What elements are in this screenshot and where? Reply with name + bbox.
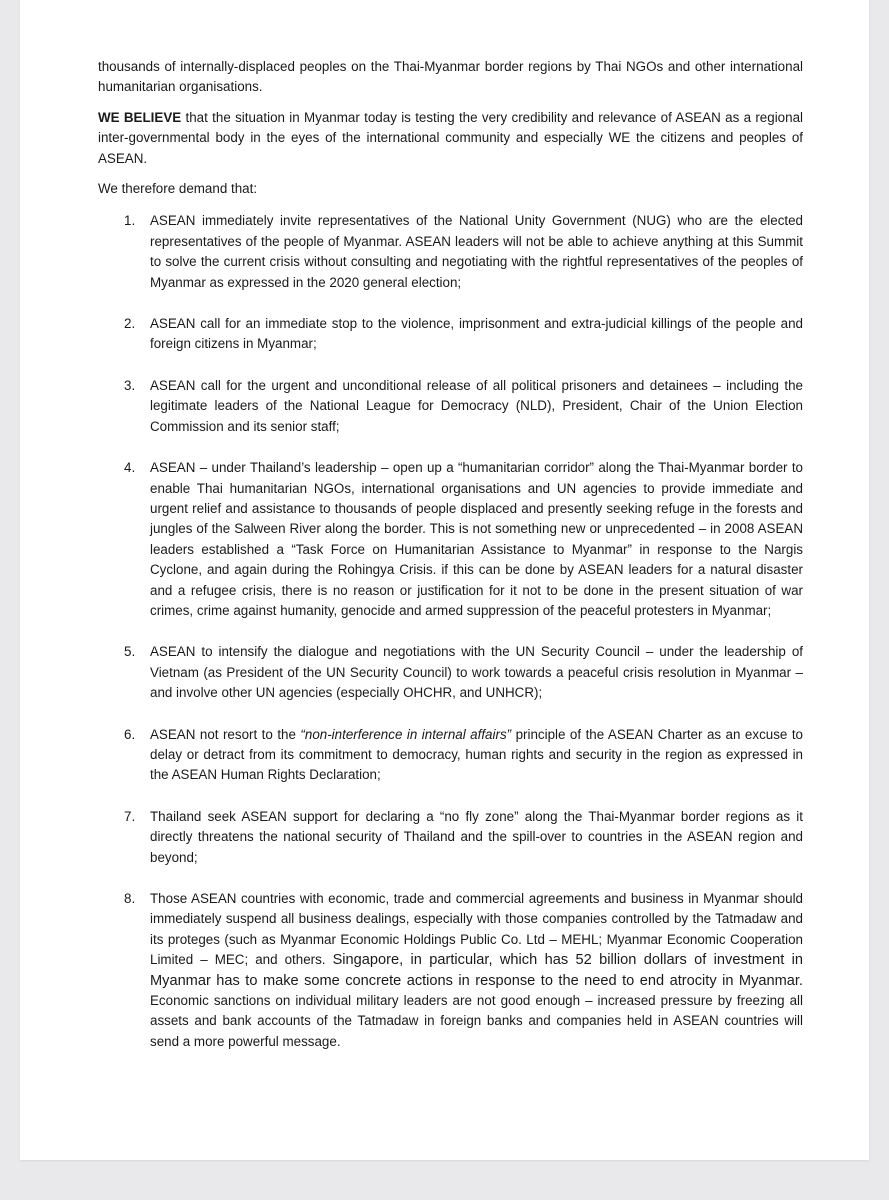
item-text: ASEAN to intensify the dialogue and negotiations with the UN Security Council – under the leadership of Vietnam (as President of the UN Security Council) to work towards a peaceful crisis resolution in Myanmar – and involve other UN agencies (especially OHCHR, and UNHCR);	[150, 644, 803, 701]
item-number: 4.	[124, 460, 136, 476]
demand-item-3	[98, 376, 803, 437]
intro-paragraph: thousands of internally-displaced peoples on the Thai-Myanmar border regions by Thai NGOs and other international humanitarian organisations.	[98, 59, 803, 95]
belief-lead: WE BELIEVE	[98, 109, 182, 125]
demand-item-4	[98, 458, 803, 621]
demand-item-6	[98, 725, 803, 786]
item-number: 8.	[124, 891, 136, 906]
item-text: ASEAN – under Thailand’s leadership – open up a “humanitarian corridor” along the Thai-Myanmar border to enable Thai humanitarian NGOs, international organisations and UN agencies to provide immediate and urgent relief and assistance to thousands of people displaced and presently seeking refuge in the forests and jungles of the Salween River along the border. This is not something new or unprecedented – in 2008 ASEAN leaders established a “Task Force on Humanitarian Assistance to Myanmar” in response to the Nargis Cyclone, and again during the Rohingya Crisis. if this can be done by ASEAN leaders for a natural disaster and a refugee crisis, there is no reason or justification for it not to be done in the present situation of war crimes, crime against humanity, genocide and armed suppression of the peaceful protesters in Myanmar;	[150, 460, 803, 618]
item-text-a: Those ASEAN countries with economic, trade and commercial agreements and business in Myanmar should immediately suspend all business dealings, especially with those companies controlled by the Tatmadaw and its proteges (such as Myanmar Economic Holdings Public Co. Ltd – MEHL; Myanmar Economic Cooperation Limited – MEC; and others.	[150, 891, 803, 968]
belief-text: that the situation in Myanmar today is testing the very credibility and relevance of ASEAN as a regional inter-governmental body in the eyes of the international community and especially WE the citizens and peoples of ASEAN.	[98, 109, 803, 166]
document-body	[98, 57, 803, 1052]
item-number: 1.	[124, 213, 136, 229]
demand-item-2	[98, 314, 803, 355]
demand-item-7	[98, 807, 803, 868]
document-page	[20, 0, 869, 1160]
item-text: ASEAN call for an immediate stop to the violence, imprisonment and extra-judicial killings of the people and foreign citizens in Myanmar;	[150, 316, 803, 352]
item-text-b: Singapore, in particular, which has 52 billion dollars of investment in Myanmar has to make some concrete actions in response to the need to end atrocity in Myanmar.	[150, 952, 803, 989]
demand-list	[98, 211, 803, 1052]
demand-item-1	[98, 211, 803, 293]
item-text-c: Economic sanctions on individual military leaders are not good enough – increased pressure by freezing all assets and bank accounts of the Tatmadaw in foreign banks and companies held in ASEAN countries will send a more powerful message.	[150, 993, 803, 1049]
item-number: 6.	[124, 726, 136, 742]
item-number: 3.	[124, 377, 136, 393]
demand-intro: We therefore demand that:	[98, 181, 258, 197]
item-text: ASEAN immediately invite representatives of the National Unity Government (NUG) who are the elected representatives of the people of Myanmar. ASEAN leaders will not be able to achieve anything at this Summit to solve the current crisis without consulting and negotiating with the rightful representatives of the peoples of Myanmar as expressed in the 2020 general election;	[150, 213, 803, 290]
item-number: 5.	[124, 644, 136, 660]
item-text: Thailand seek ASEAN support for declaring a “no fly zone” along the Thai-Myanmar border regions as it directly threatens the national security of Thailand and the spill-over to countries in the ASEAN region and beyond;	[150, 808, 803, 865]
belief-paragraph	[98, 108, 803, 169]
item-text-italic: “non-interference in internal affairs”	[300, 726, 512, 742]
item-text-after: principle of the ASEAN Charter as an excuse to delay or detract from its commitment to democracy, human rights and security in the region as expressed in the ASEAN Human Rights Declaration;	[150, 726, 804, 783]
item-number: 7.	[124, 808, 136, 824]
demand-item-8	[98, 889, 803, 1052]
demand-item-5	[98, 642, 803, 703]
item-number: 2.	[124, 316, 136, 332]
item-text-before: ASEAN not resort to the	[150, 726, 301, 742]
item-text: ASEAN call for the urgent and unconditional release of all political prisoners and detainees – including the legitimate leaders of the National League for Democracy (NLD), President, Chair of the Union Election Commission and its senior staff;	[150, 377, 803, 434]
